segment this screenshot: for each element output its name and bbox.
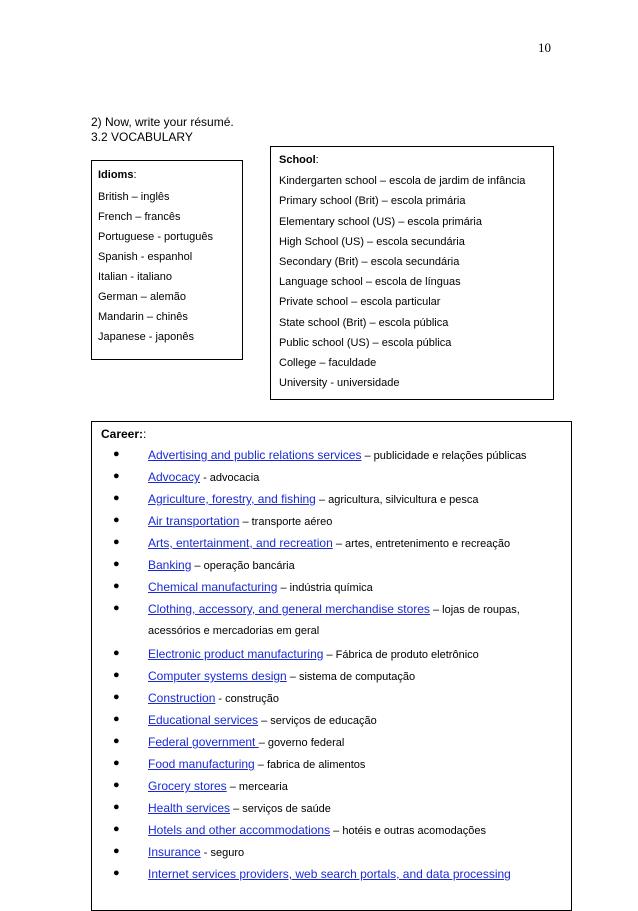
career-link[interactable]: Chemical manufacturing: [148, 580, 278, 594]
career-continuation: acessórios e mercadorias em geral: [148, 625, 320, 637]
career-box: [91, 421, 572, 911]
bullet-icon: ●: [113, 823, 120, 835]
bullet-icon: ●: [113, 536, 120, 548]
bullet-icon: ●: [113, 602, 120, 614]
career-link[interactable]: Hotels and other accommodations: [148, 823, 331, 837]
idioms-box: [91, 160, 243, 360]
career-translation: – publicidade e relações públicas: [361, 450, 527, 462]
career-link[interactable]: Health services: [148, 801, 231, 815]
school-item: Public school (US) – escola pública: [279, 337, 452, 349]
idiom-item: French – francês: [98, 211, 181, 223]
school-item: Secondary (Brit) – escola secundária: [279, 256, 460, 268]
career-link[interactable]: Grocery stores: [148, 779, 227, 793]
bullet-icon: ●: [113, 713, 120, 725]
school-item: Kindergarten school – escola de jardim de infância: [279, 175, 526, 187]
idiom-item: Spanish - espanhol: [98, 251, 193, 263]
section-title: 3.2 VOCABULARY: [91, 130, 193, 144]
career-translation: – transporte aéreo: [239, 516, 333, 528]
career-translation: – lojas de roupas,: [429, 604, 520, 616]
career-link[interactable]: Construction: [148, 691, 216, 705]
career-translation: – hotéis e outras acomodações: [330, 825, 487, 837]
school-item: State school (Brit) – escola pública: [279, 317, 449, 329]
bullet-icon: ●: [113, 845, 120, 857]
career-translation: – sistema de computação: [286, 671, 416, 683]
idiom-item: German – alemão: [98, 291, 187, 303]
bullet-icon: ●: [113, 580, 120, 592]
career-link[interactable]: Computer systems design: [148, 669, 287, 683]
career-translation: - advocacia: [200, 472, 260, 484]
instruction-text: 2) Now, write your résumé.: [91, 115, 234, 129]
idioms-title: Idioms: [98, 169, 134, 181]
page-number: 10: [538, 40, 551, 55]
idioms-colon: :: [133, 169, 137, 181]
bullet-icon: ●: [113, 470, 120, 482]
bullet-icon: ●: [113, 448, 120, 460]
school-item: College – faculdade: [279, 357, 377, 369]
idiom-item: British – inglês: [98, 191, 170, 203]
career-link[interactable]: Advertising and public relations services: [148, 448, 362, 462]
school-item: Language school – escola de línguas: [279, 276, 461, 288]
bullet-icon: ●: [113, 558, 120, 570]
bullet-icon: ●: [113, 691, 120, 703]
career-link[interactable]: Internet services providers, web search portals, and data processing: [148, 867, 511, 881]
career-link[interactable]: Food manufacturing: [148, 757, 255, 771]
career-translation: – Fábrica de produto eletrônico: [323, 649, 479, 661]
career-translation: - seguro: [200, 847, 245, 859]
school-box: [270, 146, 554, 400]
bullet-icon: ●: [113, 647, 120, 659]
bullet-icon: ●: [113, 735, 120, 747]
career-translation: - construção: [215, 693, 279, 705]
bullet-icon: ●: [113, 669, 120, 681]
school-item: High School (US) – escola secundária: [279, 236, 465, 248]
career-translation: – indústria química: [277, 582, 373, 594]
bullet-icon: ●: [113, 801, 120, 813]
school-item: University - universidade: [279, 377, 400, 389]
school-item: Elementary school (US) – escola primária: [279, 216, 482, 228]
career-translation: – agricultura, silvicultura e pesca: [315, 494, 479, 506]
career-link[interactable]: Banking: [148, 558, 192, 572]
career-translation: – fabrica de alimentos: [254, 759, 366, 771]
career-translation: – mercearia: [226, 781, 288, 793]
idiom-item: Italian - italiano: [98, 271, 172, 283]
idiom-item: Japanese - japonês: [98, 331, 195, 343]
career-link[interactable]: Insurance: [148, 845, 201, 859]
career-translation: – operação bancária: [191, 560, 295, 572]
bullet-icon: ●: [113, 492, 120, 504]
bullet-icon: ●: [113, 867, 120, 879]
career-translation: – governo federal: [258, 737, 345, 749]
idiom-item: Portuguese - português: [98, 231, 213, 243]
career-title: Career::: [101, 427, 147, 441]
career-link[interactable]: Air transportation: [148, 514, 240, 528]
school-item: Primary school (Brit) – escola primária: [279, 195, 466, 207]
career-link[interactable]: Arts, entertainment, and recreation: [148, 536, 333, 550]
idiom-item: Mandarin – chinês: [98, 311, 188, 323]
school-colon: :: [315, 154, 319, 166]
career-link[interactable]: Educational services: [148, 713, 259, 727]
career-link[interactable]: Federal government: [148, 735, 259, 749]
career-link[interactable]: Advocacy: [148, 470, 201, 484]
career-translation: – serviços de educação: [258, 715, 377, 727]
career-link[interactable]: Agriculture, forestry, and fishing: [148, 492, 316, 506]
career-link[interactable]: Electronic product manufacturing: [148, 647, 324, 661]
bullet-icon: ●: [113, 757, 120, 769]
bullet-icon: ●: [113, 514, 120, 526]
school-title: School: [279, 154, 316, 166]
career-translation: – serviços de saúde: [230, 803, 331, 815]
career-translation: – artes, entretenimento e recreação: [332, 538, 511, 550]
school-item: Private school – escola particular: [279, 296, 441, 308]
bullet-icon: ●: [113, 779, 120, 791]
career-link[interactable]: Clothing, accessory, and general merchandise stores: [148, 602, 430, 616]
